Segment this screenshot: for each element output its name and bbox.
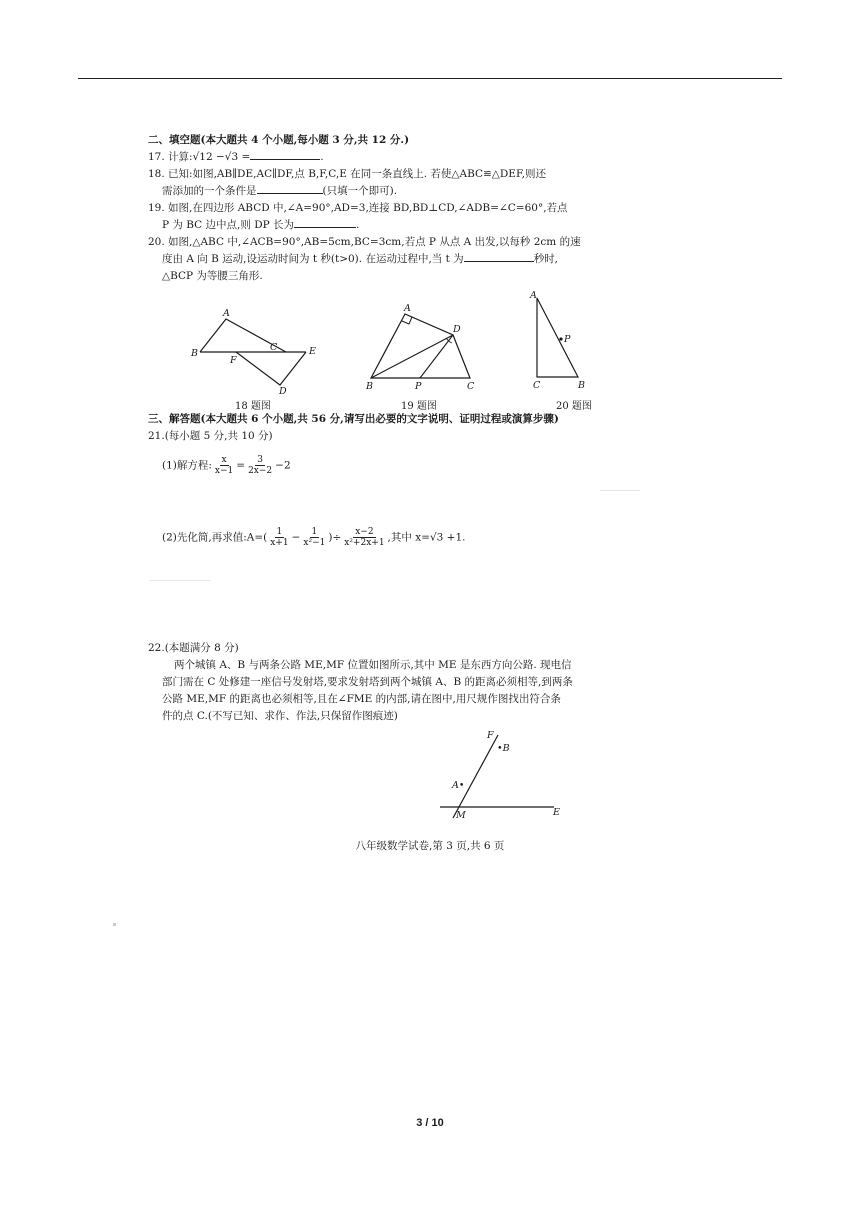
scan-speck xyxy=(600,490,640,491)
fig18-triangle-def xyxy=(236,352,306,385)
q21-part2 xyxy=(148,527,648,548)
q21-p2-prefix: (2)先化简,再求值:A=( xyxy=(162,531,268,544)
q21-p1-prefix: (1)解方程: xyxy=(162,459,212,472)
q19-answer-blank xyxy=(294,217,356,228)
q22-line2: 部门需在 C 处修建一座信号发射塔,要求发射塔到两个城镇 A、B 的距离必须相等,到两条 xyxy=(162,676,573,688)
figure-22 xyxy=(432,726,572,822)
q21-p1-f2-den: 2x−2 xyxy=(248,466,273,476)
q21-p1-fraction-1 xyxy=(213,455,235,476)
q21-p1-fraction-2 xyxy=(246,455,274,476)
question-20-line2 xyxy=(148,251,648,268)
fig19-label-c: C xyxy=(467,381,475,392)
q21-p2-tail: ,其中 x=√3 +1. xyxy=(387,531,466,544)
q19-line2-end: . xyxy=(356,219,360,231)
fig20-label-c: C xyxy=(533,380,541,391)
q21-p1-f2-num: 3 xyxy=(257,455,263,465)
q22-line3: 公路 ME,MF 的距离也必须相等,且在∠FME 的内部,请在图中,用尺规作图找出符合条 xyxy=(162,693,561,705)
fig22-label-b: •B xyxy=(497,743,510,754)
fig19-label-p: P xyxy=(415,381,422,392)
q20-answer-blank xyxy=(464,251,534,262)
q21-p2-f3-den: x²+2x+1 xyxy=(344,538,385,548)
fig20-label-b: B xyxy=(578,380,585,391)
fig22-label-m: M xyxy=(456,810,466,821)
q22-line4: 件的点 C.(不写已知、求作、作法,只保留作图痕迹) xyxy=(162,710,398,722)
question-18-line1: 18. 已知:如图,AB∥DE,AC∥DF,点 B,F,C,E 在同一条直线上. 若使△ABC≌△DEF,则还 xyxy=(148,168,546,180)
q18-answer-blank xyxy=(257,183,323,194)
fig22-road-mf xyxy=(453,735,498,818)
fig20-triangle-abc xyxy=(537,298,578,377)
q21-p2-fraction-3 xyxy=(342,527,386,548)
q22-body xyxy=(148,640,648,725)
fig19-line-bd xyxy=(371,335,453,378)
fig20-label-p: P xyxy=(564,334,571,345)
q21-p2-f1-num: 1 xyxy=(276,527,283,537)
question-18-line2 xyxy=(148,183,648,200)
fig20-label-a: A xyxy=(530,290,537,301)
fig22-label-e: E xyxy=(553,807,560,818)
fig18-caption: 18 题图 xyxy=(235,401,271,412)
question-20-line1: 20. 如图,△ABC 中,∠ACB=90°,AB=5cm,BC=3cm,若点 P 从点 A 出发,以每秒 2cm 的速 xyxy=(148,236,581,248)
q17-answer-blank xyxy=(250,149,320,160)
section3-body xyxy=(148,411,648,476)
q22-line1: 两个城镇 A、B 与两条公路 ME,MF 位置如图所示,其中 ME 是东西方向公路. 现电信 xyxy=(174,659,572,671)
exam-page-body xyxy=(148,132,648,285)
header-rule xyxy=(78,78,782,79)
q20-line2-text: 度由 A 向 B 运动,设运动时间为 t 秒(t>0). 在运动过程中,当 t 为 xyxy=(162,253,464,265)
question-19-line2 xyxy=(148,217,648,234)
q20-line2-end: 秒时, xyxy=(533,253,559,265)
fig19-label-b: B xyxy=(366,381,373,392)
fig19-line-dp xyxy=(420,335,453,378)
question-19-line1: 19. 如图,在四边形 ABCD 中,∠A=90°,AD=3,连接 BD,BD⊥CD,∠ADB=∠C=60°,若点 xyxy=(148,202,568,214)
q21-part1 xyxy=(148,455,648,476)
q18-line2-text: 需添加的一个条件是 xyxy=(162,185,257,197)
fig20-caption: 20 题图 xyxy=(556,401,592,412)
q21-p2-minus: − xyxy=(291,531,301,544)
q21-p1-f1-den: x−1 xyxy=(214,466,234,476)
q21-p2-f3-num: x−2 xyxy=(355,527,374,537)
fig22-label-a: A• xyxy=(452,780,465,791)
fig18-label-c: C xyxy=(270,342,278,353)
fig18-label-d: D xyxy=(279,386,287,396)
q21-header: 21.(每小题 5 分,共 10 分) xyxy=(148,430,273,442)
q17-text: 17. 计算:√12 −√3 = xyxy=(148,151,251,163)
q21-p2-divide: )÷ xyxy=(328,531,342,544)
q17-end: . xyxy=(320,151,324,163)
q22-header: 22.(本题满分 8 分) xyxy=(148,642,239,654)
page-number: 3 / 10 xyxy=(416,1117,444,1129)
q21-p1-equals: = xyxy=(236,459,246,472)
section2-title: 二、填空题(本大题共 4 个小题,每小题 3 分,共 12 分.) xyxy=(148,134,410,146)
figure-20 xyxy=(522,288,598,396)
q21-p2-f2-den: x²−1 xyxy=(303,538,326,548)
q21-p2-fraction-2 xyxy=(301,527,327,548)
q21-p2-fraction-1 xyxy=(268,527,290,548)
fig18-label-b: B xyxy=(191,348,198,359)
figure-19 xyxy=(362,300,492,396)
fig18-label-f: F xyxy=(230,355,237,366)
fig19-caption: 19 题图 xyxy=(401,401,437,412)
scan-speck xyxy=(150,580,210,581)
scan-speck xyxy=(113,923,116,926)
q21-p1-f1-num: x xyxy=(221,455,227,465)
fig18-label-a: A xyxy=(223,308,230,319)
question-17 xyxy=(148,149,648,166)
figure-18 xyxy=(188,306,328,396)
q19-line2-text: P 为 BC 边中点,则 DP 长为 xyxy=(162,219,295,231)
fig20-point-p xyxy=(559,337,562,340)
q18-line2-end: (只填一个即可). xyxy=(322,185,398,197)
question-20-line3: △BCP 为等腰三角形. xyxy=(162,270,263,282)
fig18-label-e: E xyxy=(309,346,316,357)
q21-part2-wrap xyxy=(148,527,648,548)
fig19-label-a: A xyxy=(404,303,411,314)
fig19-label-d: D xyxy=(453,324,461,335)
q21-p2-f1-den: x+1 xyxy=(270,538,289,548)
fig22-label-f: F xyxy=(487,730,494,741)
q21-p2-f2-num: 1 xyxy=(311,527,318,537)
page-footer: 八年级数学试卷,第 3 页,共 6 页 xyxy=(355,840,505,852)
q21-p1-tail: −2 xyxy=(275,459,291,472)
section3-title: 三、解答题(本大题共 6 个小题,共 56 分,请写出必要的文字说明、证明过程或演算步骤) xyxy=(148,413,559,425)
